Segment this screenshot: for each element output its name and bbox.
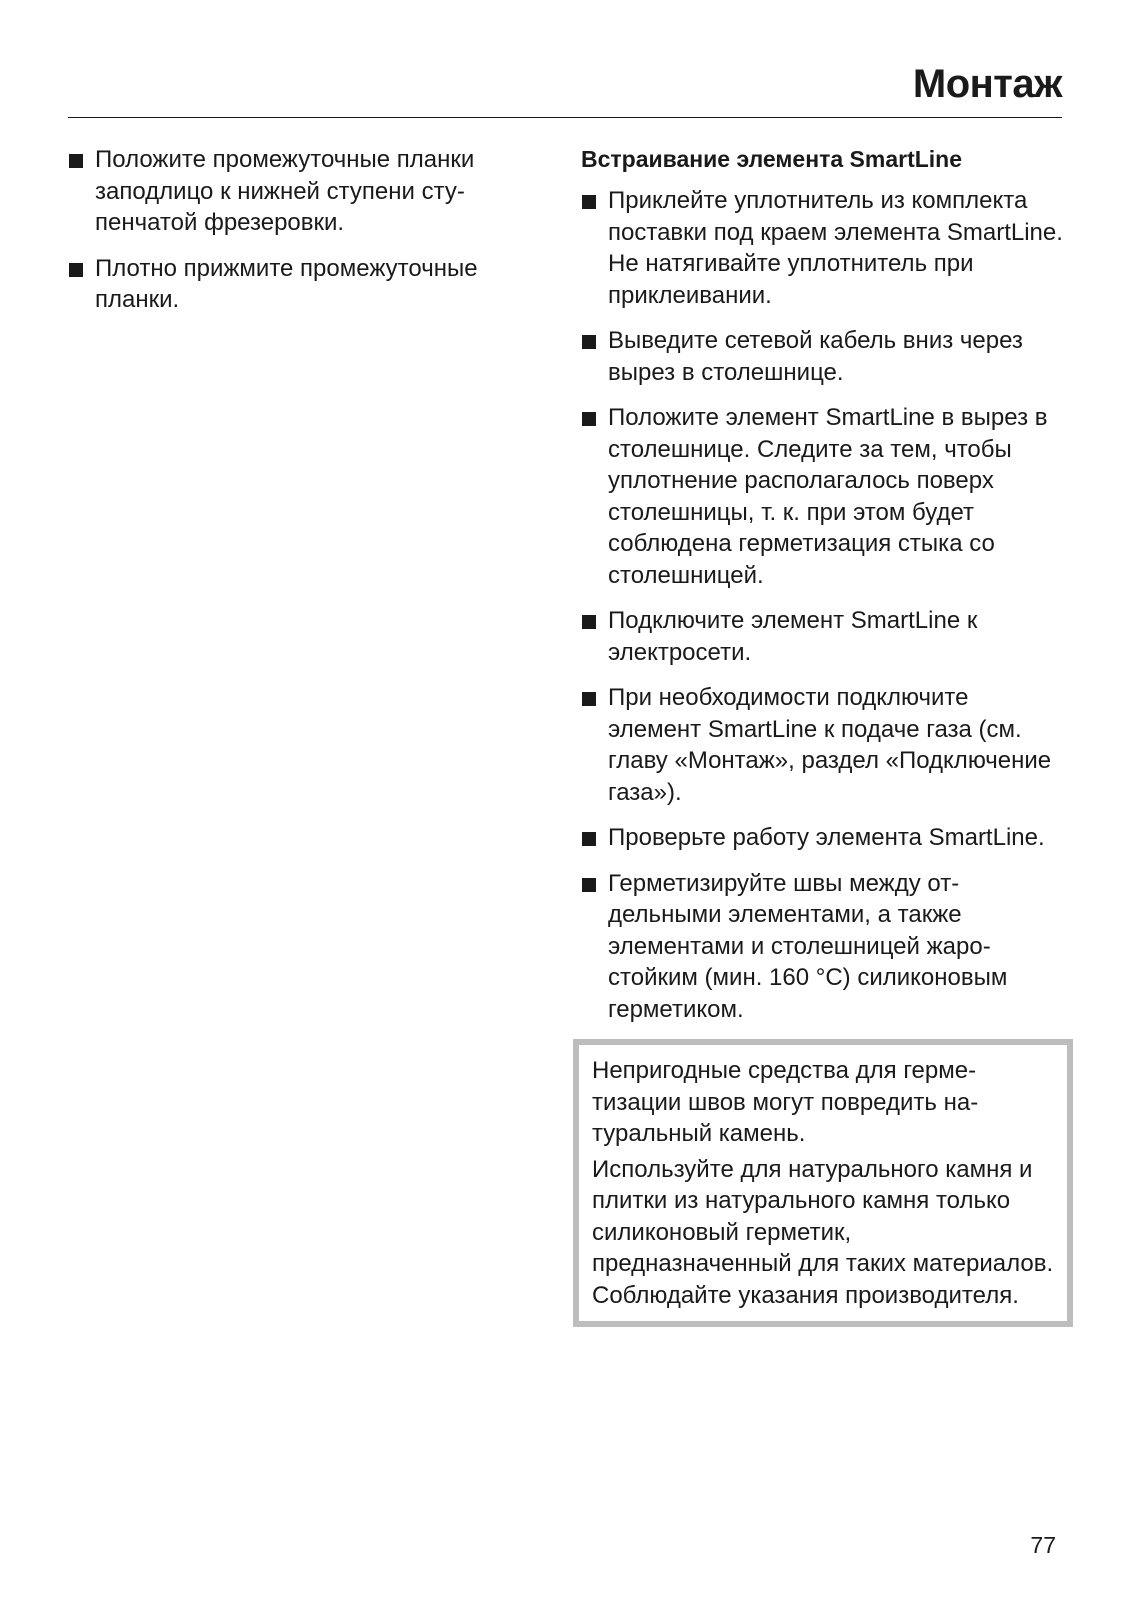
square-bullet-icon (582, 878, 596, 892)
title-divider (68, 117, 1062, 118)
step-text: Положите элемент SmartLine в вырез в столешнице. Следите за тем, чтобы уплотнение располагалось поверх столешницы, т. к. при этом будет соблюдена герметизация стыка со столешницей. (608, 404, 1048, 589)
square-bullet-icon (582, 832, 596, 846)
step-text: Плотно прижмите промежуточные планки. (95, 254, 478, 313)
square-bullet-icon (69, 263, 83, 277)
left-column (68, 144, 538, 330)
square-bullet-icon (69, 154, 83, 168)
note-paragraph: Непригодные средства для герметизации швов могут повредить натуральный камень. (592, 1057, 979, 1147)
note-paragraph: Используйте для натурального камня и плитки из натурального камня только силиконовый герметик, предназначенный для таких материалов. Соблюдайте указания производителя. (592, 1155, 1054, 1309)
section-heading: Встраивание элемента SmartLine (581, 146, 963, 172)
list-item (581, 402, 1063, 591)
step-text: Проверьте работу элемента SmartLine. (608, 824, 1045, 851)
right-column (581, 144, 1063, 1327)
page-number: 77 (1030, 1532, 1056, 1558)
warning-note-box (573, 1039, 1073, 1327)
page-title: Монтаж (912, 62, 1062, 106)
list-item (581, 682, 1063, 808)
step-text: Герметизируйте швы между отдельными элементами, а также элементами и столешницей жаростойким (мин. 160 °C) силиконовым герметиком. (608, 869, 1008, 1023)
step-text: При необходимости подключите элемент SmartLine к подаче газа (см. главу «Монтаж», раздел «Подключение газа»). (608, 684, 1052, 806)
list-item (581, 822, 1063, 854)
square-bullet-icon (582, 335, 596, 349)
right-step-list (581, 185, 1063, 1025)
list-item (581, 185, 1063, 311)
step-text: Выведите сетевой кабель вниз через вырез в столешнице. (608, 327, 1023, 386)
list-item (581, 605, 1063, 668)
square-bullet-icon (582, 615, 596, 629)
step-text: Положите промежуточные планки заподлицо к нижней ступени ступенчатой фрезеровки. (95, 146, 475, 236)
list-item (581, 868, 1063, 1026)
list-item (581, 325, 1063, 388)
list-item (68, 253, 538, 316)
step-text: Подключите элемент SmartLine к электросети. (608, 607, 978, 666)
left-step-list (68, 144, 538, 316)
square-bullet-icon (582, 195, 596, 209)
list-item (68, 144, 538, 239)
square-bullet-icon (582, 412, 596, 426)
step-text: Приклейте уплотнитель из комплекта поставки под краем элемента SmartLine. Не натягивайте уплотнитель при приклеивании. (608, 187, 1063, 309)
square-bullet-icon (582, 692, 596, 706)
